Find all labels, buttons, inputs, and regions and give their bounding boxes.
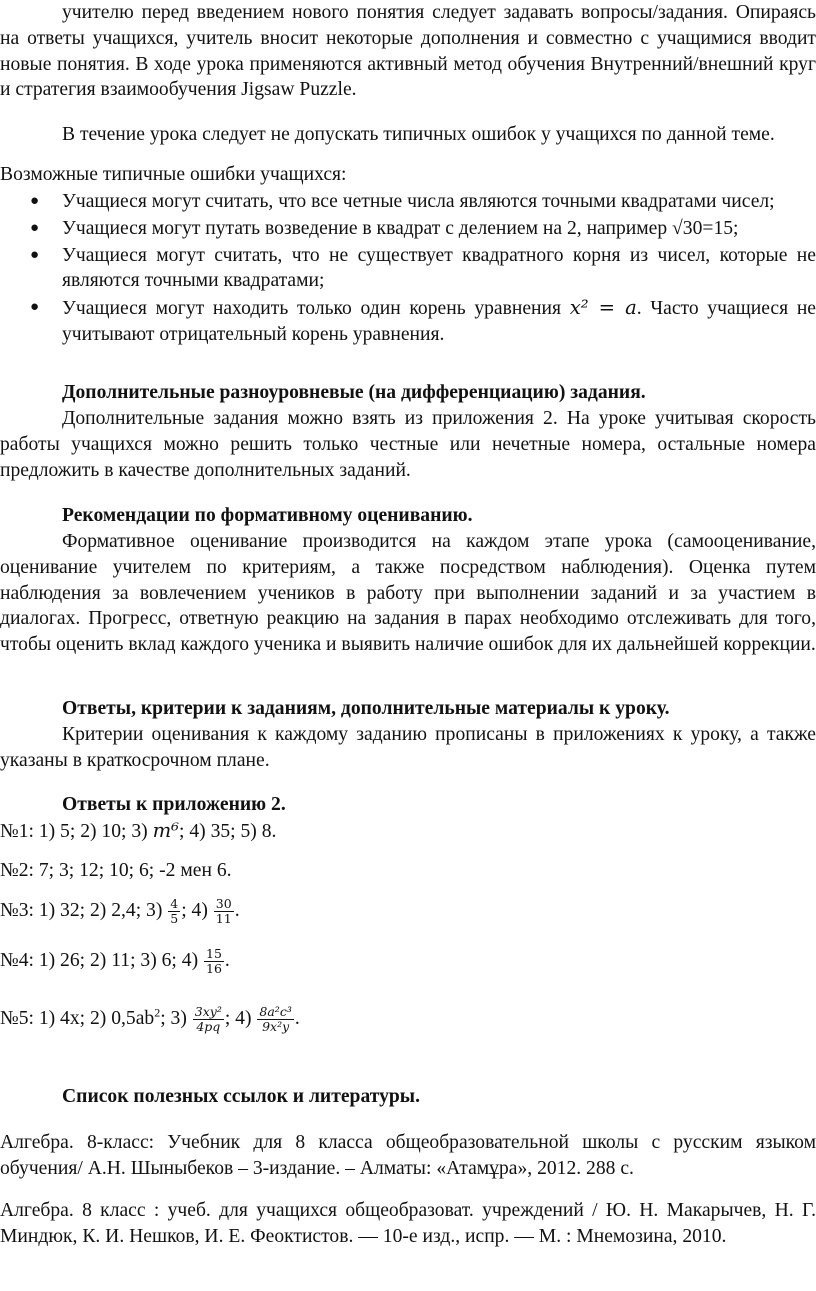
diff-heading: Дополнительные разноуровневые (на дифференциацию) задания. — [62, 382, 646, 403]
fraction: $\frac{15}{16}$ — [206, 946, 222, 976]
fraction: $\frac{30}{11}$ — [215, 896, 232, 926]
answer-3: №3: 1) 32; 2) 2,4; 3) $\frac{4}{5}$ ; 4) $\frac{30}{11}$ . — [0, 896, 240, 926]
error-item-1: ● Учащиеся могут считать, что все четные числа являются точными квадратами чисел; — [0, 189, 816, 215]
avoid-errors-paragraph: В течение урока следует не допускать типичных ошибок у учащихся по данной теме. — [62, 124, 775, 145]
reference-2: Алгебра. 8 класс : учеб. для учащихся общеобразоват. учреждений / Ю. Н. Макарычев, Н. Г. Миндюк, К. И. Нешков, И. Е. Феоктистов. — 10-е изд., испр. — М. : Мнемозина, 2010. — [0, 1200, 816, 1247]
error-item-3: ● Учащиеся могут считать, что не существует квадратного корня из чисел, которые не являются точными квадратами; — [30, 244, 816, 292]
answer-5: №5: 1) 4x; 2) $0,5ab^2$; 3) $\frac{\text{3xy²}}{4pq}$ ; 4) $\frac{\text{8a²c³}}{\text{9x²y}}$ . — [0, 1004, 300, 1034]
fraction: $\frac{4}{5}$ — [170, 896, 179, 926]
answer-1: №1: 1) 5; 2) 10; 3) m⁶; 4) 35; 5) 8. — [0, 819, 277, 842]
bullet-icon: ● — [30, 193, 40, 209]
error-item-4: ● Учащиеся могут находить только один корень уравнения x² = a. Часто учащиеся не учитывают отрицательный корень уравнения. — [30, 296, 816, 345]
error-item-2: ● Учащиеся могут путать возведение в квадрат с делением на 2, например √30=15; — [0, 216, 816, 242]
answers-paragraph: Критерии оценивания к каждому заданию прописаны в приложениях к уроку, а также указаны в краткосрочном плане. — [0, 724, 816, 771]
bullet-icon: ● — [30, 246, 40, 263]
intro-paragraph: учителю перед введением нового понятия следует задавать вопросы/задания. Опираясь на ответы учащихся, учитель вносит некоторые дополнения и совместно с учащимися вводит новые понятия. В ходе урока применяются активный метод обучения Внутренний/внешний круг и стратегия взаимообучения Jigsaw Puzzle. — [0, 2, 816, 101]
errors-list — [0, 189, 816, 349]
answers-heading: Ответы, критерии к заданиям, дополнительные материалы к уроку. — [62, 698, 670, 719]
bullet-icon: ● — [30, 299, 40, 316]
app2-heading: Ответы к приложению 2. — [62, 794, 286, 815]
answer-4: №4: 1) 26; 2) 11; 3) 6; 4) $\frac{15}{16}$ . — [0, 946, 230, 976]
fraction: $\frac{\text{3xy²}}{4pq}$ — [194, 1004, 222, 1034]
answer-2: №2: 7; 3; 12; 10; 6; -2 мен 6. — [0, 860, 232, 881]
formative-heading: Рекомендации по формативному оцениванию. — [62, 505, 473, 526]
reference-1: Алгебра. 8-класс: Учебник для 8 класса общеобразовательной школы с русским языком обучения/ А.Н. Шыныбеков – 3-издание. – Алматы: «Атамұра», 2012. 288 с. — [0, 1132, 816, 1179]
errors-title: Возможные типичные ошибки учащихся: — [0, 164, 347, 185]
fraction: $\frac{\text{8a²c³}}{\text{9x²y}}$ — [259, 1004, 292, 1034]
equation: x² = a — [569, 296, 637, 320]
formative-paragraph: Формативное оценивание производится на каждом этапе урока (самооценивание, оценивание учителем по критериям, а также посредством наблюдения). Оценка путем наблюдения за вовлечением учеников в работу при выполнении заданий и за участием в диалогах. Прогресс, ответную реакцию на задания в парах необходимо отслеживать для того, чтобы оценить вклад каждого ученика и выявить наличие ошибок для их дальнейшей коррекции. — [0, 531, 816, 656]
bullet-icon: ● — [30, 219, 40, 236]
diff-paragraph: Дополнительные задания можно взять из приложения 2. На уроке учитывая скорость работы учащихся можно решить только честные или нечетные номера, остальные номера предложить в качестве дополнительных заданий. — [0, 408, 816, 481]
refs-heading: Список полезных ссылок и литературы. — [62, 1086, 420, 1107]
